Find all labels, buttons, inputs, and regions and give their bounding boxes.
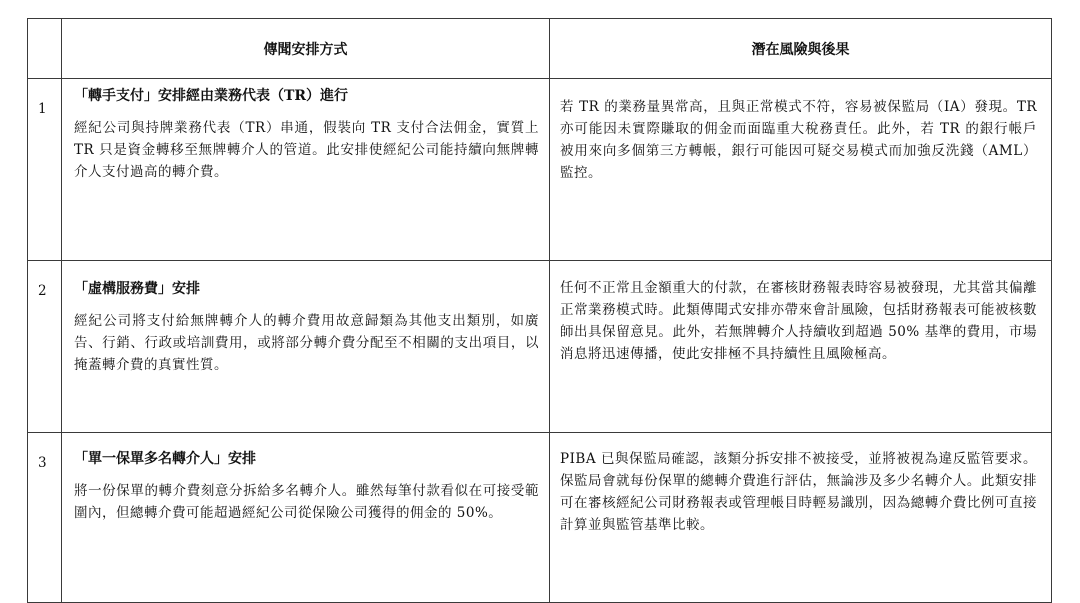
method-title: 「轉手支付」安排經由業務代表（TR）進行 [74, 88, 349, 104]
table-row [28, 79, 1052, 261]
method-title: 「虛構服務費」安排 [74, 281, 200, 297]
table-row [28, 433, 1052, 603]
method-description: 經紀公司與持牌業務代表（TR）串通，假裝向 TR 支付合法佣金，實質上 TR 只是資金轉移至無牌轉介人的管道。此安排使經紀公司能持續向無牌轉介人支付過高的轉介費。 [74, 120, 539, 180]
row-number: 2 [28, 261, 62, 433]
header-method: 傳聞安排方式 [62, 19, 550, 79]
risk-table [27, 18, 1052, 603]
risk-description: 任何不正常且金額重大的付款，在審核財務報表時容易被發現，尤其當其偏離正常業務模式時。此類傳聞式安排亦帶來會計風險，包括財務報表可能被核數師出具保留意見。此外，若無牌轉介人持續收到超過 50% 基準的費用，市場消息將迅速傳播，使此安排極不具持續性且風險極高。 [560, 280, 1037, 362]
risk-description: PIBA 已與保監局確認，該類分拆安排不被接受，並將被視為違反監管要求。保監局會就每份保單的總轉介費進行評估，無論涉及多少名轉介人。此類安排可在審核經紀公司財務報表或管理帳目時輕易識別，因為總轉介費比例可直接計算並與監管基準比較。 [560, 451, 1037, 533]
risk-cell [550, 79, 1052, 261]
header-number [28, 19, 62, 79]
method-cell [62, 433, 550, 603]
method-cell [62, 261, 550, 433]
table-header-row [28, 19, 1052, 79]
method-cell [62, 79, 550, 261]
method-description: 經紀公司將支付給無牌轉介人的轉介費用故意歸類為其他支出類別，如廣告、行銷、行政或培訓費用，或將部分轉介費分配至不相關的支出項目，以掩蓋轉介費的真實性質。 [74, 313, 539, 373]
header-risk: 潛在風險與後果 [550, 19, 1052, 79]
risk-description: 若 TR 的業務量異常高，且與正常模式不符，容易被保監局（IA）發現。TR 亦可能因未實際賺取的佣金而面臨重大稅務責任。此外，若 TR 的銀行帳戶被用來向多個第三方轉帳，銀行可能因可疑交易模式而加強反洗錢（AML）監控。 [560, 99, 1037, 181]
risk-cell [550, 433, 1052, 603]
method-description: 將一份保單的轉介費刻意分拆給多名轉介人。雖然每筆付款看似在可接受範圍內，但總轉介費可能超過經紀公司從保險公司獲得的佣金的 50%。 [74, 483, 539, 521]
table-row [28, 261, 1052, 433]
risk-cell [550, 261, 1052, 433]
row-number: 1 [28, 79, 62, 261]
method-title: 「單一保單多名轉介人」安排 [74, 451, 256, 467]
row-number: 3 [28, 433, 62, 603]
